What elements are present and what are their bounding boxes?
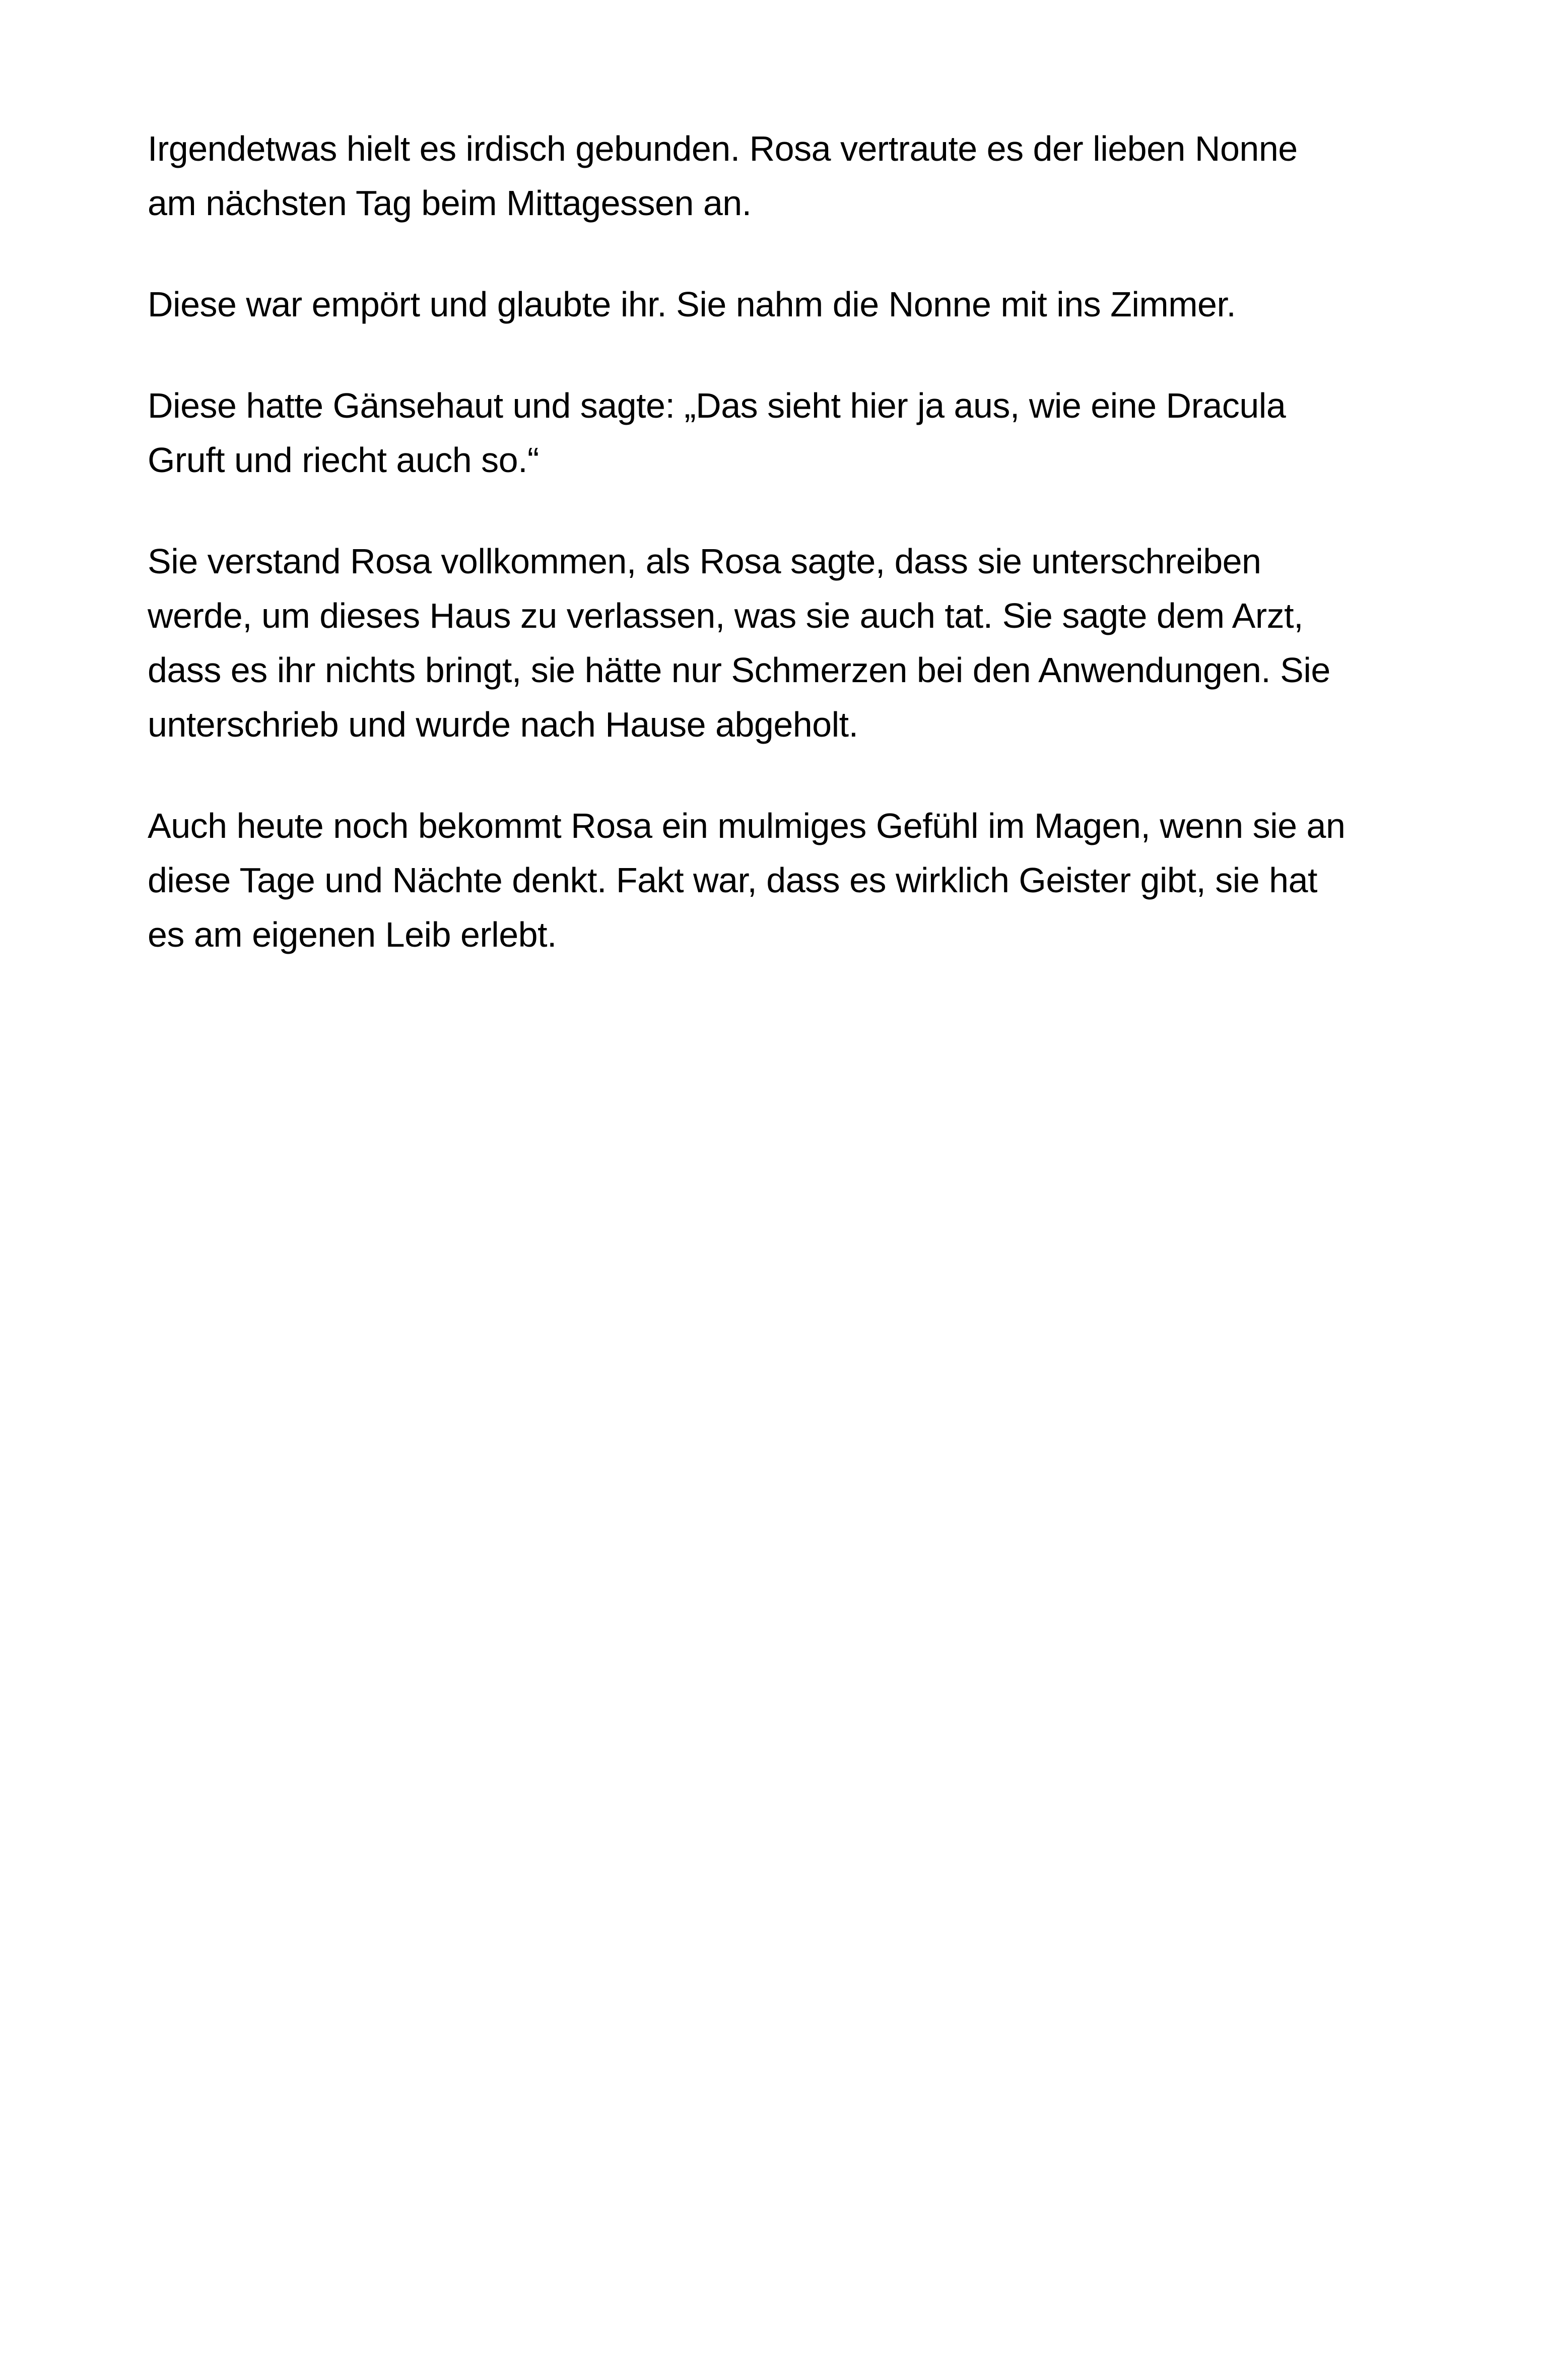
paragraph-3 bbox=[148, 378, 1407, 487]
paragraph-1 bbox=[148, 121, 1407, 230]
text-line: Diese war empört und glaubte ihr. Sie nahm die Nonne mit ins Zimmer. bbox=[148, 285, 1236, 324]
text-line: es am eigenen Leib erlebt. bbox=[148, 915, 557, 954]
paragraph-5 bbox=[148, 799, 1407, 962]
paragraph-2 bbox=[148, 277, 1407, 332]
text-line: werde, um dieses Haus zu verlassen, was sie auch tat. Sie sagte dem Arzt, bbox=[148, 596, 1304, 635]
body-text bbox=[148, 121, 1407, 1009]
text-line: Auch heute noch bekommt Rosa ein mulmiges Gefühl im Magen, wenn sie an bbox=[148, 806, 1346, 845]
text-line: Irgendetwas hielt es irdisch gebunden. Rosa vertraute es der lieben Nonne bbox=[148, 129, 1298, 168]
text-line: am nächsten Tag beim Mittagessen an. bbox=[148, 183, 752, 223]
text-line: dass es ihr nichts bringt, sie hätte nur Schmerzen bei den Anwendungen. Sie bbox=[148, 650, 1330, 690]
text-line: Diese hatte Gänsehaut und sagte: „Das sieht hier ja aus, wie eine Dracula bbox=[148, 386, 1286, 425]
text-line: Gruft und riecht auch so.“ bbox=[148, 440, 539, 480]
paragraph-4 bbox=[148, 534, 1407, 752]
text-line: Sie verstand Rosa vollkommen, als Rosa sagte, dass sie unterschreiben bbox=[148, 542, 1261, 581]
text-line: diese Tage und Nächte denkt. Fakt war, dass es wirklich Geister gibt, sie hat bbox=[148, 861, 1317, 900]
text-line: unterschrieb und wurde nach Hause abgeholt. bbox=[148, 705, 858, 744]
